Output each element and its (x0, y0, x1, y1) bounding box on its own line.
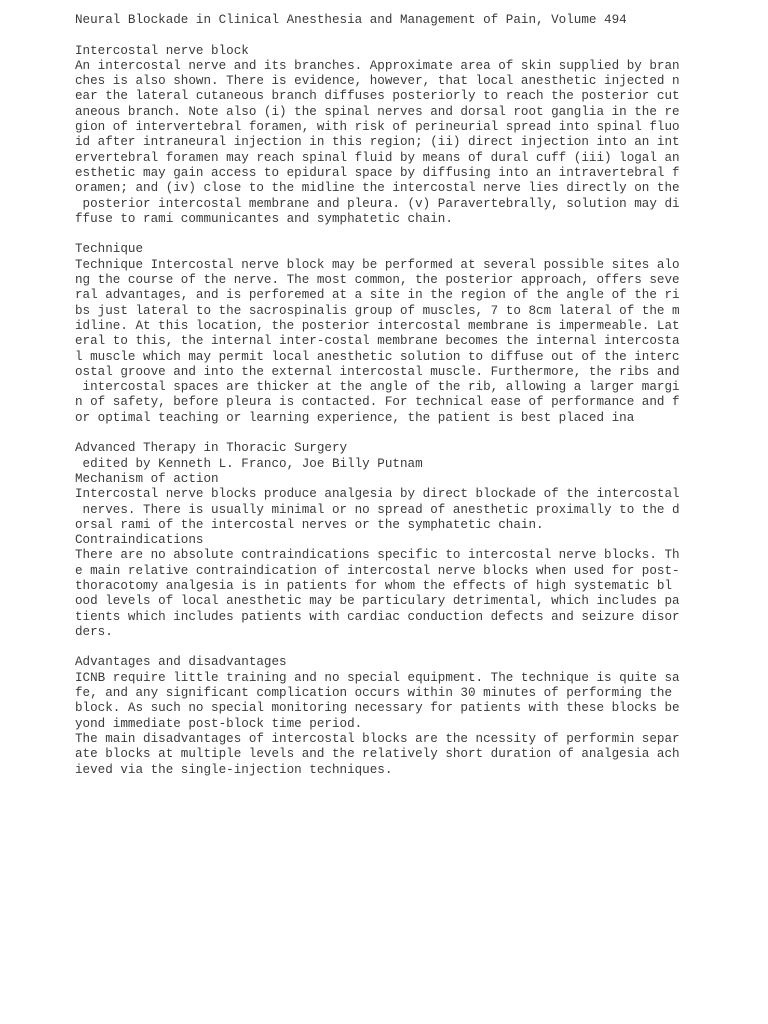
text-line: Neural Blockade in Clinical Anesthesia and Management of Pain, Volume 494 (75, 13, 627, 27)
text-line: Intercostal nerve block (75, 43, 249, 58)
text-line: Technique (75, 242, 144, 257)
text-line: bs just lateral to the sacrospinalis group of muscles, 7 to 8cm lateral of the m (75, 303, 680, 318)
text-line: intercostal spaces are thicker at the angle of the rib, allowing a larger margi (75, 380, 680, 395)
text-line: gion of intervertebral foramen, with risk of perineurial spread into spinal fluo (75, 120, 680, 135)
text-line: Mechanism of action (75, 471, 219, 486)
text-line: eral to this, the internal inter-costal membrane becomes the internal intercosta (75, 334, 680, 349)
text-line: The main disadvantages of intercostal blocks are the ncessity of performin separ (75, 731, 680, 746)
text-line: ICNB require little training and no special equipment. The technique is quite sa (75, 670, 680, 685)
text-line: ervertebral foramen may reach spinal fluid by means of dural cuff (iii) logal an (75, 150, 680, 165)
text-line: ders. (75, 624, 113, 639)
text-line: e main relative contraindication of intercostal nerve blocks when used for post- (75, 563, 680, 578)
text-line: ate blocks at multiple levels and the relatively short duration of analgesia ach (75, 747, 680, 762)
blank-line (75, 426, 755, 441)
text-line: Advantages and disadvantages (75, 655, 287, 670)
text-line: fe, and any significant complication occurs within 30 minutes of performing the (75, 686, 673, 701)
blank-line (75, 227, 755, 242)
text-line: posterior intercostal membrane and pleura. (v) Paravertebrally, solution may di (75, 196, 680, 211)
text-line: or optimal teaching or learning experience, the patient is best placed ina (75, 410, 635, 425)
text-line: Contraindications (75, 533, 204, 548)
text-line: aneous branch. Note also (i) the spinal nerves and dorsal root ganglia in the re (75, 104, 680, 119)
text-line: ood levels of local anesthetic may be particulary detrimental, which includes pa (75, 594, 680, 609)
text-line: edited by Kenneth L. Franco, Joe Billy Putnam (75, 456, 423, 471)
blank-line (75, 640, 755, 655)
text-line: block. As such no special monitoring necessary for patients with these blocks be (75, 701, 680, 716)
text-line: Intercostal nerve blocks produce analgesia by direct blockade of the intercostal (75, 487, 680, 502)
text-line: idline. At this location, the posterior intercostal membrane is impermeable. Lat (75, 318, 680, 333)
text-line: Advanced Therapy in Thoracic Surgery (75, 441, 348, 456)
text-line: nerves. There is usually minimal or no spread of anesthetic proximally to the d (75, 502, 680, 517)
blank-line (75, 28, 755, 43)
text-line: tients which includes patients with cardiac conduction defects and seizure disor (75, 609, 680, 624)
text-line: l muscle which may permit local anesthetic solution to diffuse out of the interc (75, 349, 680, 364)
text-line: id after intraneural injection in this region; (ii) direct injection into an int (75, 135, 680, 150)
text-line: ral advantages, and is perforemed at a site in the region of the angle of the ri (75, 288, 680, 303)
text-line: Technique Intercostal nerve block may be performed at several possible sites alo (75, 257, 680, 272)
text-line: ffuse to rami communicantes and symphatetic chain. (75, 211, 453, 226)
text-line: orsal rami of the intercostal nerves or the symphatetic chain. (75, 517, 544, 532)
text-line: yond immediate post-block time period. (75, 716, 363, 731)
text-line: esthetic may gain access to epidural space by diffusing into an intravertebral f (75, 165, 680, 180)
text-line: There are no absolute contraindications specific to intercostal nerve blocks. Th (75, 548, 680, 563)
text-line: ear the lateral cutaneous branch diffuses posteriorly to reach the posterior cut (75, 89, 680, 104)
text-line: n of safety, before pleura is contacted. For technical ease of performance and f (75, 395, 680, 410)
text-line: ostal groove and into the external intercostal muscle. Furthermore, the ribs and (75, 364, 680, 379)
text-line: ches is also shown. There is evidence, however, that local anesthetic injected n (75, 74, 680, 89)
document-page (75, 13, 755, 778)
text-line: oramen; and (iv) close to the midline the intercostal nerve lies directly on the (75, 181, 680, 196)
text-line: An intercostal nerve and its branches. Approximate area of skin supplied by bran (75, 58, 680, 73)
text-line: ieved via the single-injection techniques. (75, 762, 393, 777)
text-line: ng the course of the nerve. The most common, the posterior approach, offers seve (75, 273, 680, 288)
text-line: thoracotomy analgesia is in patients for whom the effects of high systematic bl (75, 578, 673, 593)
